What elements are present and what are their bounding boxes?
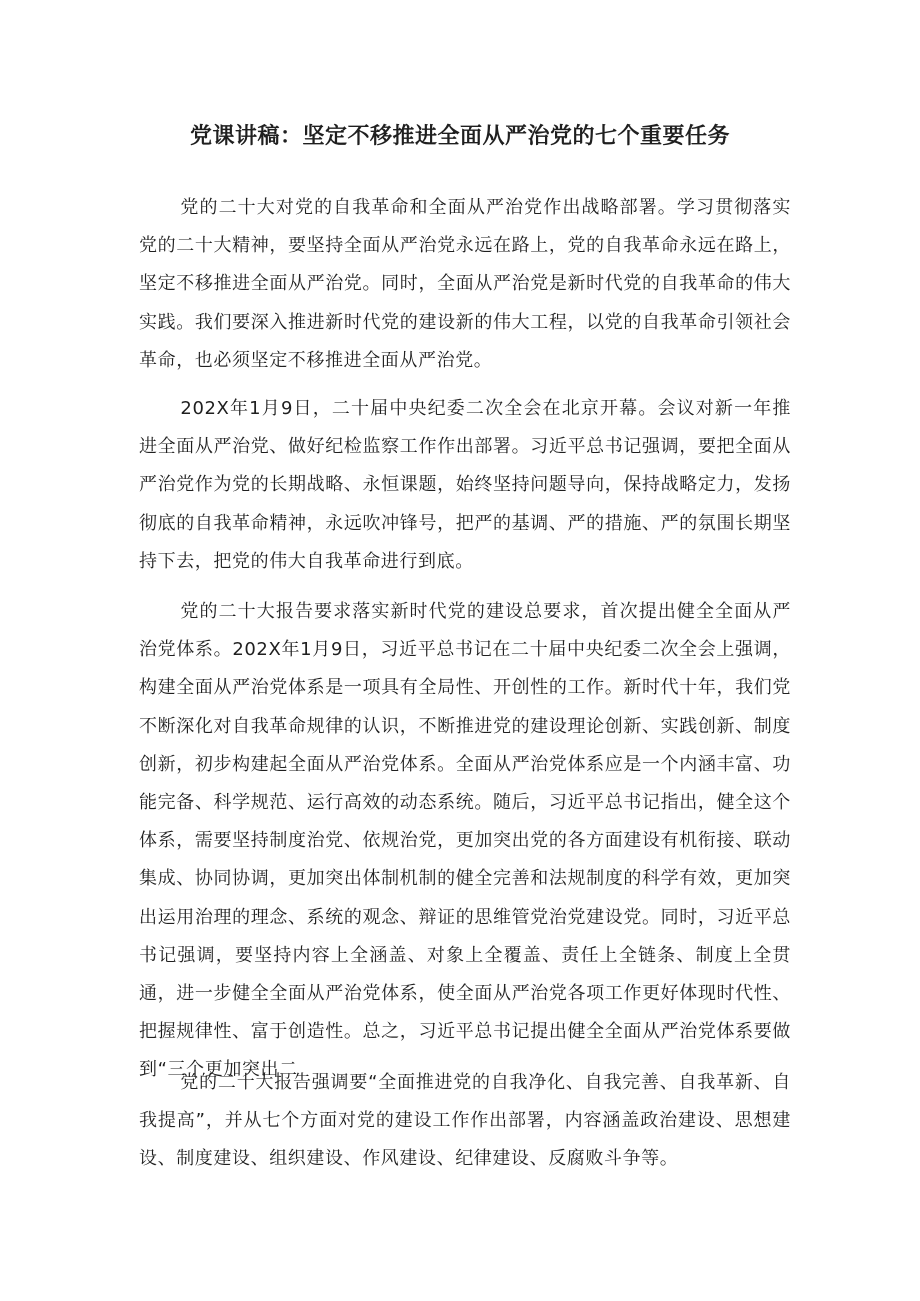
document-title: 党课讲稿：坚定不移推进全面从严治党的七个重要任务 xyxy=(189,124,730,149)
paragraph-4: 党的二十大报告强调要“全面推进党的自我净化、自我完善、自我革新、自我提高”，并从七个方面对党的建设工作作出部署，内容涵盖政治建设、思想建设、制度建设、组织建设、作风建设、纪律建设、反腐败斗争等。 xyxy=(139,1072,791,1170)
paragraph-1: 党的二十大对党的自我革命和全面从严治党作出战略部署。学习贯彻落实党的二十大精神，要坚持全面从严治党永远在路上，党的自我革命永远在路上，坚定不移推进全面从严治党。同时，全面从严治党是新时代党的自我革命的伟大实践。我们要深入推进新时代党的建设新的伟大工程，以党的自我革命引领社会革命，也必须坚定不移推进全面从严治党。 xyxy=(139,197,791,371)
paragraph-2: 202X年1月9日，二十届中央纪委二次全会在北京开幕。会议对新一年推进全面从严治党、做好纪检监察工作作出部署。习近平总书记强调，要把全面从严治党作为党的长期战略、永恒课题，始终坚持问题导向，保持战略定力，发扬彻底的自我革命精神，永远吹冲锋号，把严的基调、严的措施、严的氛围长期坚持下去，把党的伟大自我革命进行到底。 xyxy=(139,398,791,572)
paragraph-3: 党的二十大报告要求落实新时代党的建设总要求，首次提出健全全面从严治党体系。202X年1月9日，习近平总书记在二十届中央纪委二次全会上强调，构建全面从严治党体系是一项具有全局性、开创性的工作。新时代十年，我们党不断深化对自我革命规律的认识，不断推进党的建设理论创新、实践创新、制度创新，初步构建起全面从严治党体系。全面从严治党体系应是一个内涵丰富、功能完备、科学规范、运行高效的动态系统。随后，习近平总书记指出，健全这个体系，需要坚持制度治党、依规治党，更加突出党的各方面建设有机衔接、联动集成、协同协调，更加突出体制机制的健全完善和法规制度的科学有效，更加突出运用治理的理念、系统的观念、辩证的思维管党治党建设党。同时，习近平总书记强调，要坚持内容上全涵盖、对象上全覆盖、责任上全链条、制度上全贯通，进一步健全全面从严治党体系，使全面从严治党各项工作更好体现时代性、把握规律性、富于创造性。总之，习近平总书记提出健全全面从严治党体系要做到“三个更加突出二 xyxy=(139,601,791,1081)
